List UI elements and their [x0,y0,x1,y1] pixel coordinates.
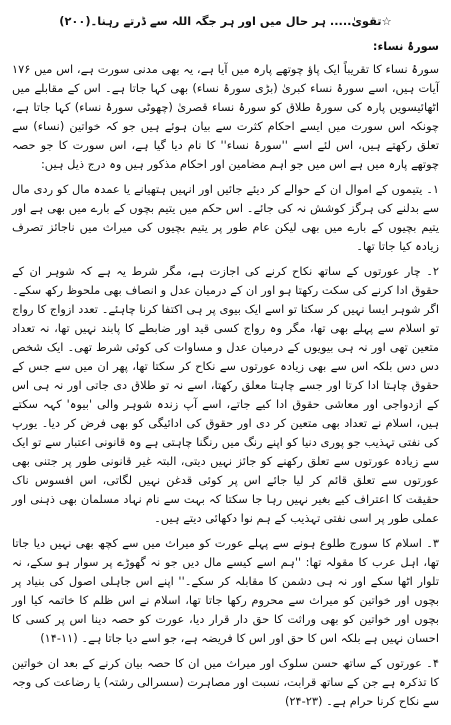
section-title: سورۂ نساء: [372,39,439,53]
point-1: ۱۔ یتیموں کے اموال ان کے حوالے کر دیئے جائیں اور انہیں ہتھیانے یا عمدہ مال کو ردی مال سے بدلنے کی ہرگز کوشش نہ کی جائے۔ اس حکم میں یتیم بچوں کے بارے میں بھی ہے اور یتیم بچیوں کے بارے میں بھی لیکن عام طور پر یتیم بچیوں کی میراث میں ناجائز تصرف زیادہ کیا جاتا تھا۔ [12,182,439,253]
point-4: ۴۔ عورتوں کے ساتھ حسن سلوک اور میراث میں ان کا حصہ بیان کرنے کے بعد ان خواتین کا تذکرہ ہے جن کے ساتھ قرابت، نسبت اور مصاہرت (سسرالی رشتہ) یا رضاعت کی وجہ سے نکاح کرنا حرام ہے۔ (۲۳-۲۴) [11,656,439,708]
point-3: ۳۔ اسلام کا سورج طلوع ہونے سے پہلے عورت کو میراث میں سے کچھ بھی نہیں دیا جاتا تھا، اہل عرب کا مقولہ تھا: ''ہم اسے کیسے مال دیں جو نہ گھوڑے پر سوار ہو سکے، نہ تلوار اٹھا سکے اور نہ ہی دشمن کا مقابلہ کر سکے۔'' اپنے اس جاہلی اصول کی بنیاد پر بچوں اور خواتین کو میراث سے محروم رکھا جاتا تھا، اسلام نے اس ظلم کا خاتمہ کیا اور بچوں اور خواتین کو بھی وراثت کا حق دار قرار دیا، عورت کو حصہ دینا اس پر کسی کا احسان نہیں ہے بلکہ اس کا حق اور اس کا فریضہ ہے، جو اسے دیا جاتا ہے۔ (۱۱-۱۴) [12,536,439,645]
intro-paragraph: سورۂ نساء کا تقریباً ایک پاؤ چوتھے پارہ میں آیا ہے، یہ بھی مدنی سورت ہے، اس میں ۱۷۶ آیات ہیں، اسے سورۂ نساء کبریٰ (بڑی سورۂ نساء) بھی کہا جاتا ہے۔ اس کے مقابلے میں اٹھائیسویں پارہ کی سورۂ طلاق کو سورۂ نساء قصریٰ (چھوٹی سورۂ نساء) کہا جاتا ہے، چونکہ اس سورت میں ایسے احکام کثرت سے بیان ہوئے ہیں جو کہ خواتین (نساء) سے تعلق رکھتے ہیں، اس لئے اسے ''سورۂ نساء'' کا نام دیا گیا ہے، اس سورت کا جو حصہ چوتھے پارہ میں ہے اس میں جو اہم مضامین اور احکام مذکور ہیں وہ درج ذیل ہیں: [12,62,439,171]
point-2: ۲۔ چار عورتوں کے ساتھ نکاح کرنے کی اجازت ہے، مگر شرط یہ ہے کہ شوہر ان کے حقوق ادا کرنے کی سکت رکھتا ہو اور ان کے درمیان عدل و انصاف بھی ملحوظ رکھ سکے۔ اگر شوہر ایسا نہیں کر سکتا تو اسے ایک بیوی پر ہی اکتفا کرنا چاہئے۔ تعدد ازواج کا رواج تو اسلام سے پہلے بھی تھا، مگر وہ رواج کسی قید اور ضابطے کا پابند نہیں تھا، نہ تعداد متعین تھی اور نہ ہی بیویوں کے درمیان عدل و مساوات کی کوئی شرط تھی۔ ایک شخص دس دس بلکہ اس سے بھی زیادہ عورتوں سے نکاح کر سکتا تھا، پھر ان میں سے جس کے حقوق چاہتا ادا کرتا اور جسے چاہتا معلق رکھتا، اسے نہ تو طلاق دی جاتی اور نہ ہی اس کے ازدواجی اور معاشی حقوق ادا کیے جاتے، اسے آپ زندہ شوہر والی 'بیوہ' کہہ سکتے ہیں، اسلام نے تعداد بھی متعین کر دی اور حقوق کی ادائیگی کو بھی فرض کر دیا۔ یورپ کی نفتی تہذیب جو پوری دنیا کو اپنے رنگ میں رنگنا چاہتی ہے وہ قانونی اعتبار سے تو ایک سے زیادہ عورتوں سے تعلق رکھنے کو جائز نہیں دیتی، البتہ غیر قانونی طور پر جتنی بھی عورتوں سے تعلق قائم کر لیا جائے اس پر کوئی قدغن نہیں لگاتی، اس افسوس ناک حقیقت کا اعتراف کیے بغیر نہیں رہا جا سکتا کہ بہت سے نام نہاد مسلمان بھی ذہنی اور عملی طور پر اسی نفتی تہذیب کے ہم نوا دکھائی دیتے ہیں۔ [12,264,439,525]
page-heading: ☆تقویٰ..... ہر حال میں اور ہر جگہ اللہ سے ڈرتے رہنا۔(۲۰۰) [59,14,392,28]
